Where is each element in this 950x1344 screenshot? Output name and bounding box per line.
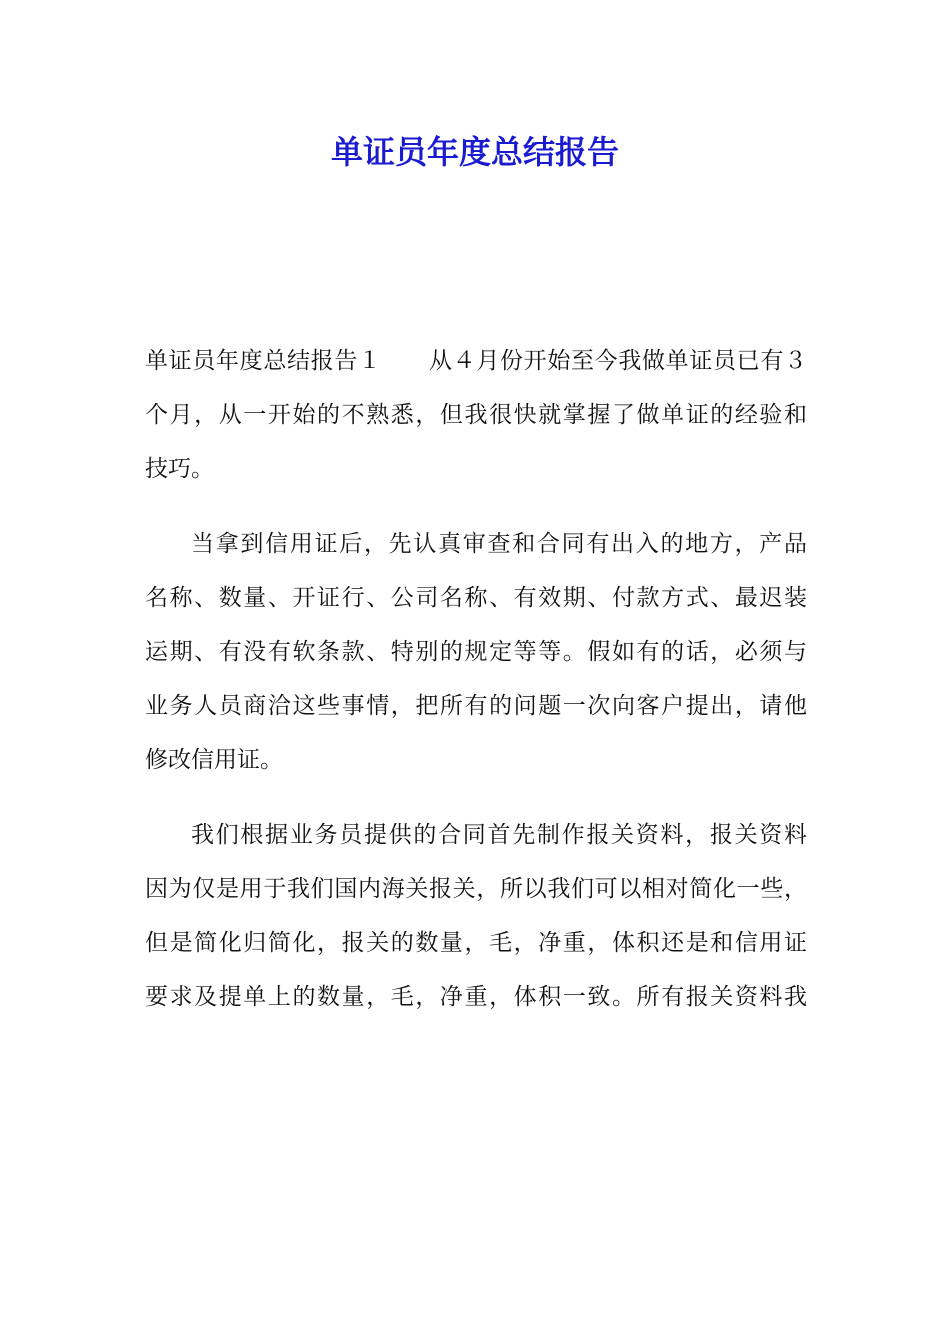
text-line: 技巧。	[145, 456, 214, 482]
page-title: 单证员年度总结报告	[330, 133, 619, 171]
document-body	[145, 334, 807, 1024]
text-line: 我们根据业务员提供的合同首先制作报关资料，报关资料	[191, 822, 807, 848]
text-line: 要求及提单上的数量，毛，净重，体积一致。所有报关资料我	[145, 984, 807, 1010]
paragraph-1	[145, 334, 807, 496]
text-line: 个月，从一开始的不熟悉，但我很快就掌握了做单证的经验和	[145, 402, 807, 428]
text-line: 单证员年度总结报告１ 从４月份开始至今我做单证员已有３	[145, 348, 807, 374]
text-line: 当拿到信用证后，先认真审查和合同有出入的地方，产品	[191, 531, 807, 557]
paragraph-2	[145, 517, 807, 787]
text-line: 运期、有没有软条款、特别的规定等等。假如有的话，必须与	[145, 639, 807, 665]
text-line: 名称、数量、开证行、公司名称、有效期、付款方式、最迟装	[145, 585, 807, 611]
text-line: 业务人员商洽这些事情，把所有的问题一次向客户提出，请他	[145, 693, 807, 719]
paragraph-3	[145, 808, 807, 1024]
text-line: 因为仅是用于我们国内海关报关，所以我们可以相对简化一些，	[145, 876, 807, 902]
text-line: 修改信用证。	[145, 747, 283, 773]
text-line: 但是简化归简化，报关的数量，毛，净重，体积还是和信用证	[145, 930, 807, 956]
